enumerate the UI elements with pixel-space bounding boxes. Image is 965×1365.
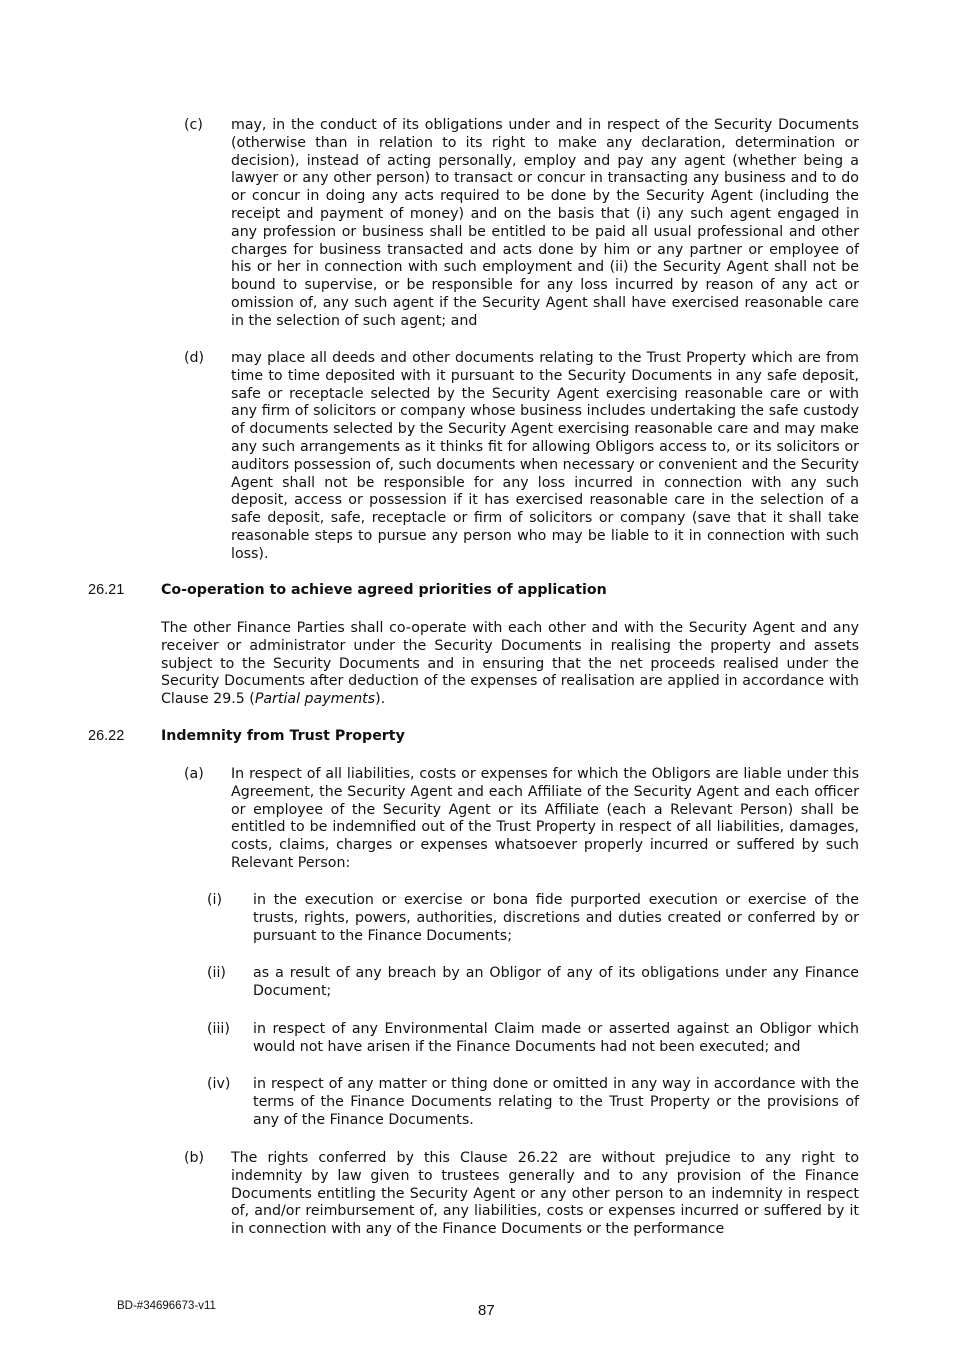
item-b-label: (b) (184, 1150, 205, 1166)
section-26-21-title: Co-operation to achieve agreed priorities of application (161, 582, 607, 598)
section-26-21-text-end: ). (375, 691, 386, 708)
item-a-label: (a) (184, 766, 204, 782)
item-i-label: (i) (207, 892, 223, 908)
section-26-21-italic: Partial payments (254, 691, 376, 708)
item-c-text: may, in the conduct of its obligations under and in respect of the Security Documents (otherwise than in relation to its right to make any declaration, determination or decision), instead of acting personally, employ and pay any agent (whether being a lawyer or any other person) to transact or concur in transacting any business and to do or concur in doing any acts required to be done by the Security Agent (including the receipt and payment of money) and on the basis that (i) any such agent engaged in any profession or business shall be entitled to be paid all usual professional and other charges for business transacted and acts done by him or any partner or employee of his or her in connection with such employment and (ii) the Security Agent shall not be bound to supervise, or be responsible for any loss incurred by reason of any act or omission of, any such agent if the Security Agent shall have exercised reasonable care in the selection of such agent; and (231, 117, 859, 329)
item-i-text: in the execution or exercise or bona fide purported execution or exercise of the trusts, rights, powers, authorities, discretions and duties created or conferred by or pursuant to the Finance Documents; (253, 892, 859, 944)
section-26-22-title: Indemnity from Trust Property (161, 728, 405, 744)
item-iii-label: (iii) (207, 1021, 230, 1037)
footer-page-number: 87 (478, 1302, 495, 1319)
section-26-21-number: 26.21 (88, 582, 125, 598)
item-d-text: may place all deeds and other documents relating to the Trust Property which are from time to time deposited with it pursuant to the Security Documents in any safe deposit, safe or receptacle selected by the Security Agent exercising reasonable care or with any firm of solicitors or company whose business includes undertaking the safe custody of documents selected by the Security Agent exercising reasonable care and may make any such arrangements as it thinks fit for allowing Obligors access to, or its solicitors or auditors possession of, such documents when necessary or convenient and the Security Agent shall not be responsible for any loss incurred in connection with any such deposit, access or possession if it has exercised reasonable care in the selection of a safe deposit, safe, receptacle or firm of solicitors or company (save that it shall take reasonable steps to pursue any person who may be liable to it in connection with such loss). (231, 350, 859, 562)
item-b-text: The rights conferred by this Clause 26.22 are without prejudice to any right to indemnity by law given to trustees generally and to any provision of the Finance Documents entitling the Security Agent or any other person to an indemnity in respect of, and/or reimbursement of, any liabilities, costs or expenses incurred or suffered by it in connection with any of the Finance Documents or the performance (231, 1150, 859, 1238)
section-26-22-number: 26.22 (88, 728, 125, 744)
section-26-21-body (161, 620, 859, 709)
item-iv-text: in respect of any matter or thing done or omitted in any way in accordance with the terms of the Finance Documents relating to the Trust Property or the provisions of any of the Finance Documents. (253, 1076, 859, 1128)
item-a-text: In respect of all liabilities, costs or expenses for which the Obligors are liable under this Agreement, the Security Agent and each Affiliate of the Security Agent and each officer or employee of the Security Agent or its Affiliate (each a Relevant Person) shall be entitled to be indemnified out of the Trust Property in respect of all liabilities, damages, costs, claims, charges or expenses whatsoever properly incurred or suffered by such Relevant Person: (231, 766, 859, 871)
section-26-21-text: The other Finance Parties shall co-operate with each other and with the Security Agent and any receiver or administrator under the Security Documents in realising the property and assets subject to the Security Documents and in ensuring that the net proceeds realised under the Security Documents after deduction of the expenses of realisation are applied in accordance with Clause 29.5 ( (161, 620, 859, 708)
item-ii-label: (ii) (207, 965, 226, 981)
item-ii-text: as a result of any breach by an Obligor of any of its obligations under any Finance Document; (253, 965, 859, 999)
item-iv-label: (iv) (207, 1076, 231, 1092)
item-c-label: (c) (184, 117, 203, 133)
footer-document-reference: BD-#34696673-v11 (117, 1300, 216, 1312)
item-d-label: (d) (184, 350, 205, 366)
item-iii-text: in respect of any Environmental Claim made or asserted against an Obligor which would not have arisen if the Finance Documents had not been executed; and (253, 1021, 859, 1055)
